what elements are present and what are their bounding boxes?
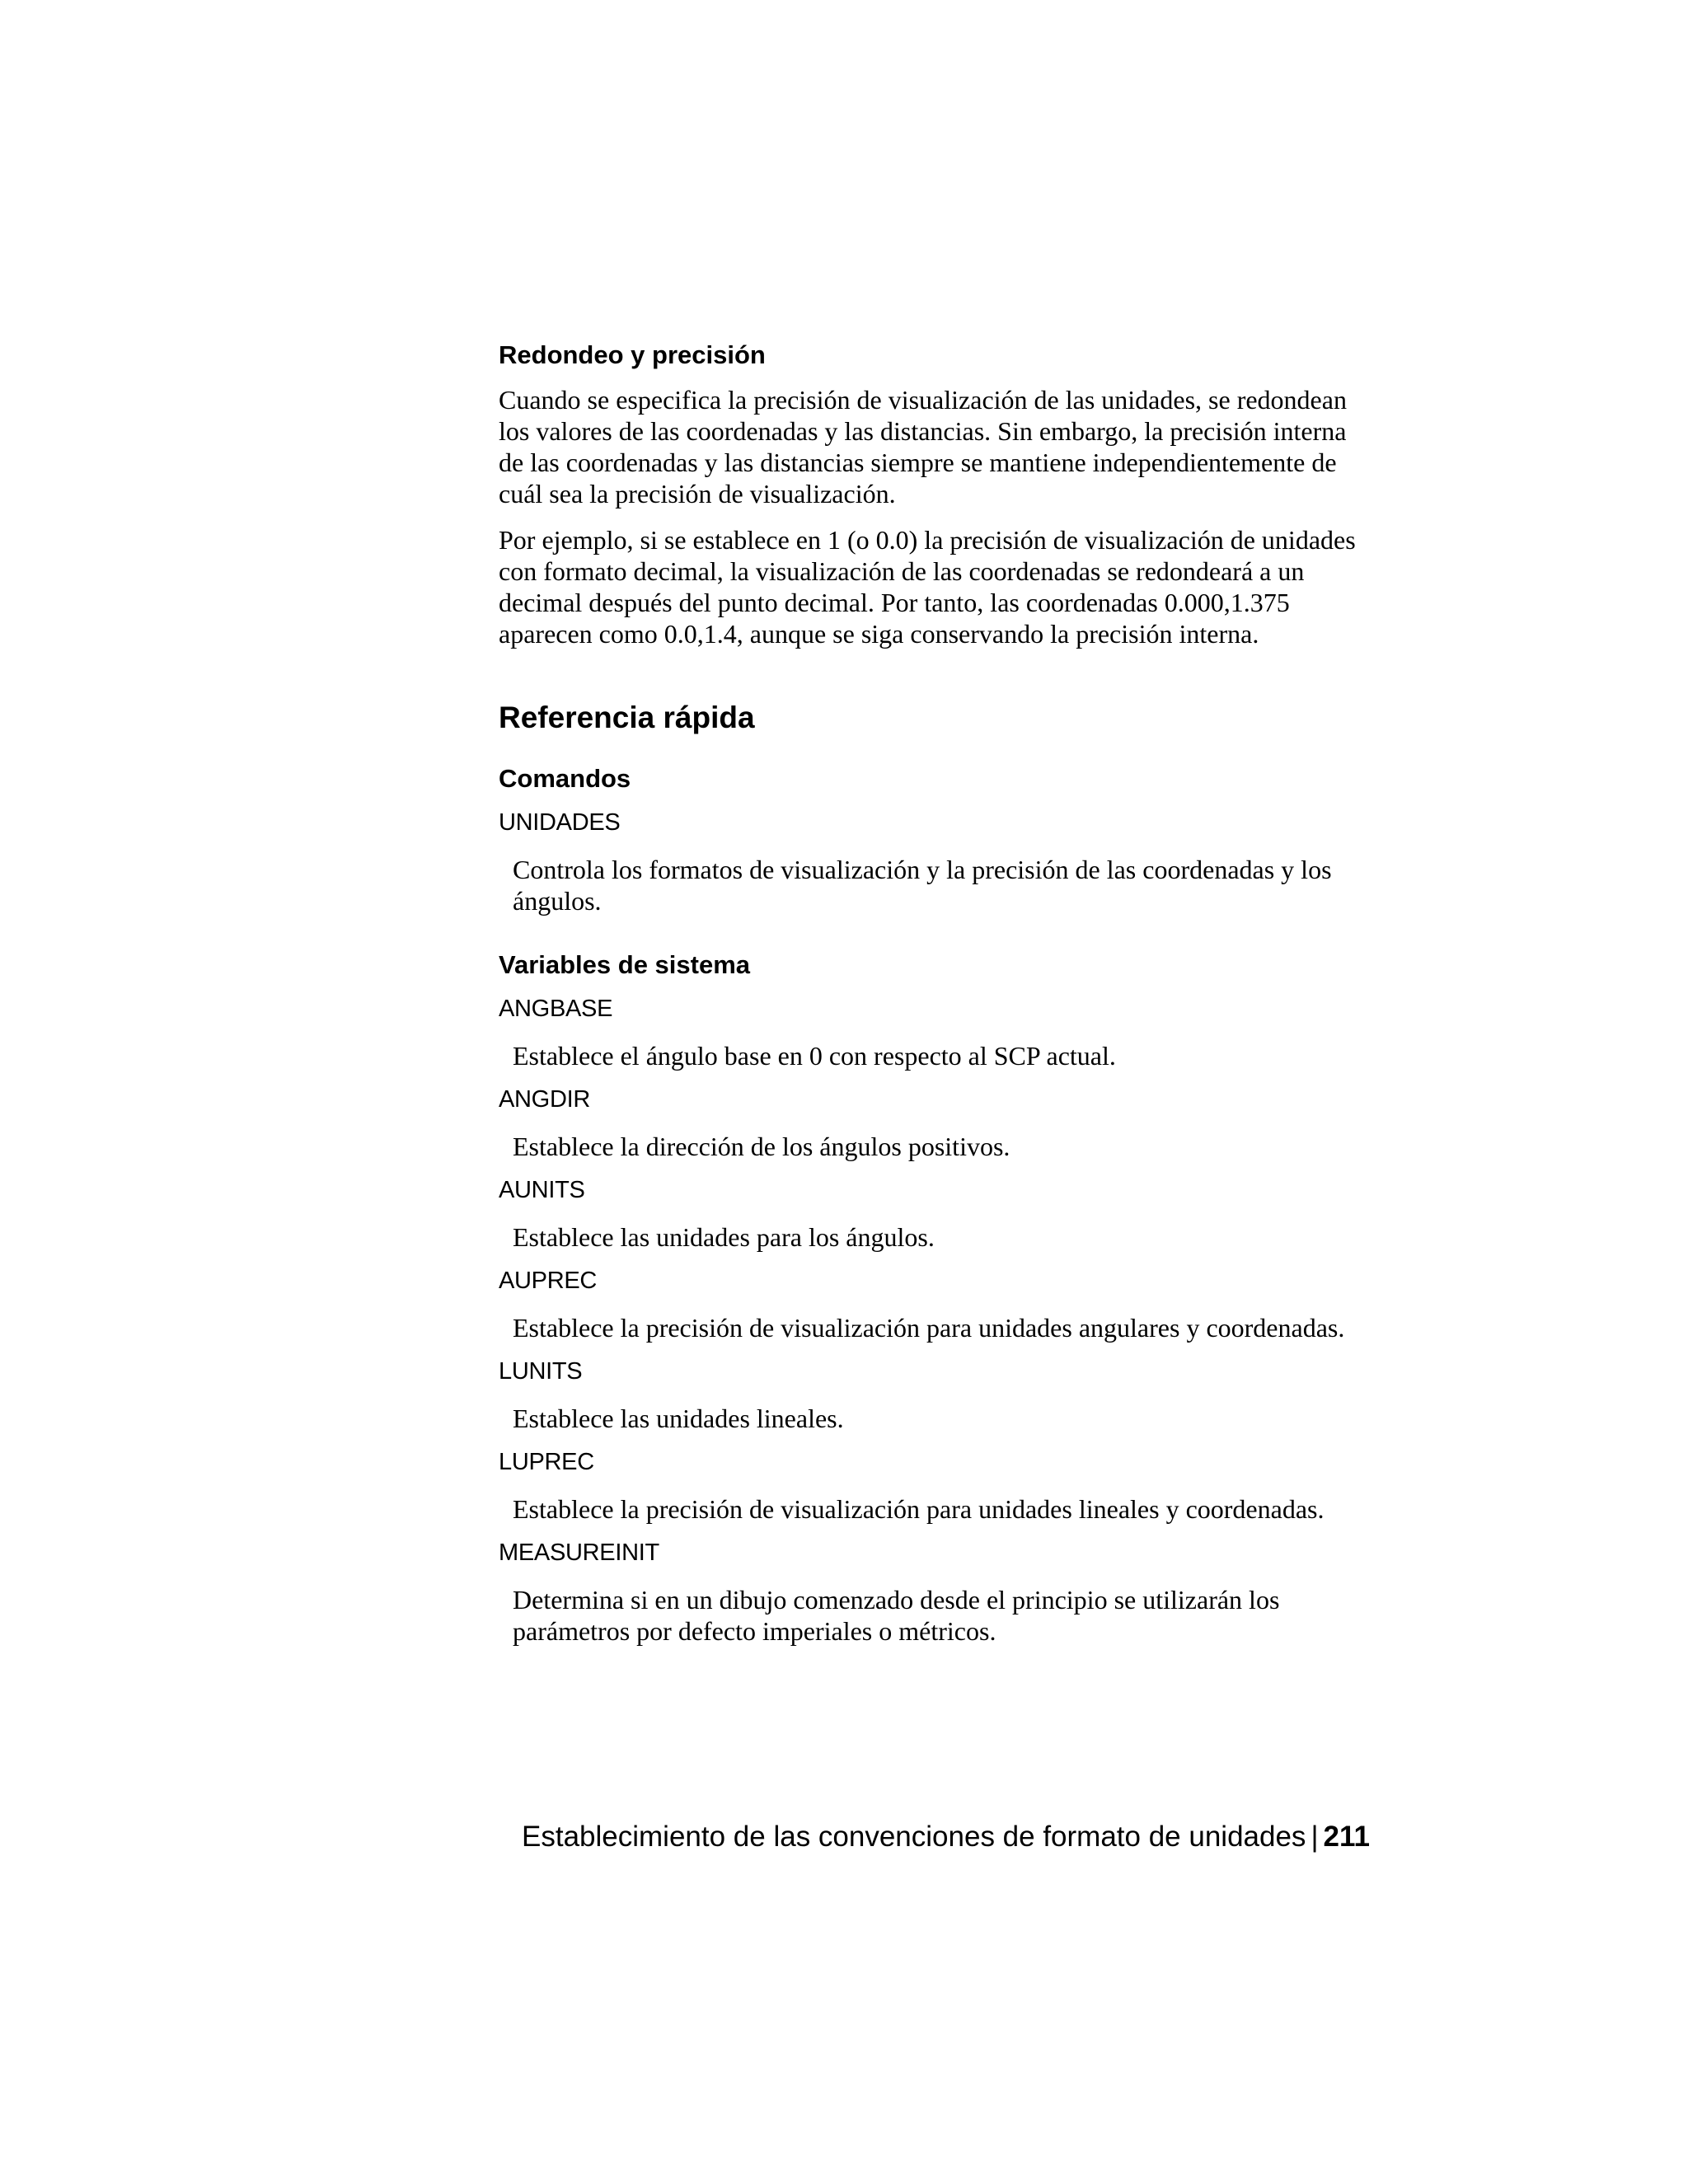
sysvar-description: Establece el ángulo base en 0 con respecto al SCP actual. <box>513 1041 1116 1071</box>
page-number: 211 <box>1323 1821 1370 1853</box>
sysvar-term: ANGDIR <box>499 1086 590 1113</box>
paragraph-rounding-intro: Cuando se especifica la precisión de visualización de las unidades, se redondean los valores de las coordenadas y las distancias. Sin embargo, la precisión interna de las coordenadas y las distancias siempre se mantiene independientemente de cuál sea la precisión de visualización. <box>499 385 1347 509</box>
sysvar-description: Determina si en un dibujo comenzado desde el principio se utilizarán los parámetros por defecto imperiales o métricos. <box>513 1585 1280 1646</box>
sysvar-description: Establece las unidades lineales. <box>513 1404 844 1433</box>
sysvar-description: Establece la dirección de los ángulos positivos. <box>513 1132 1010 1161</box>
sysvar-term: MEASUREINIT <box>499 1540 659 1566</box>
section-heading-rounding: Redondeo y precisión <box>499 340 766 369</box>
sysvar-term: AUNITS <box>499 1177 585 1203</box>
footer-separator: | <box>1311 1821 1319 1853</box>
sysvar-term: LUPREC <box>499 1449 594 1475</box>
paragraph-rounding-example: Por ejemplo, si se establece en 1 (o 0.0) la precisión de visualización de unidades con formato decimal, la visualización de las coordenadas se redondeará a un decimal después del punto decimal. Por tanto, las coordenadas 0.000,1.375 aparecen como 0.0,1.4, aunque se siga conservando la precisión interna. <box>499 525 1356 649</box>
sysvar-term: LUNITS <box>499 1358 583 1385</box>
commands-heading: Comandos <box>499 764 631 793</box>
sysvars-heading: Variables de sistema <box>499 950 751 979</box>
sysvar-description: Establece la precisión de visualización para unidades angulares y coordenadas. <box>513 1313 1345 1343</box>
sysvar-description: Establece la precisión de visualización para unidades lineales y coordenadas. <box>513 1494 1325 1524</box>
command-term: UNIDADES <box>499 809 621 836</box>
page-footer <box>499 1819 1370 1855</box>
footer-chapter-title: Establecimiento de las convenciones de formato de unidades <box>522 1821 1306 1853</box>
sysvar-term: AUPREC <box>499 1268 598 1294</box>
sysvar-term: ANGBASE <box>499 996 613 1022</box>
sysvar-description: Establece las unidades para los ángulos. <box>513 1222 935 1252</box>
quickref-heading: Referencia rápida <box>499 701 755 734</box>
page-content <box>499 340 1376 1660</box>
command-description: Controla los formatos de visualización y la precisión de las coordenadas y los ángulos. <box>513 855 1332 916</box>
